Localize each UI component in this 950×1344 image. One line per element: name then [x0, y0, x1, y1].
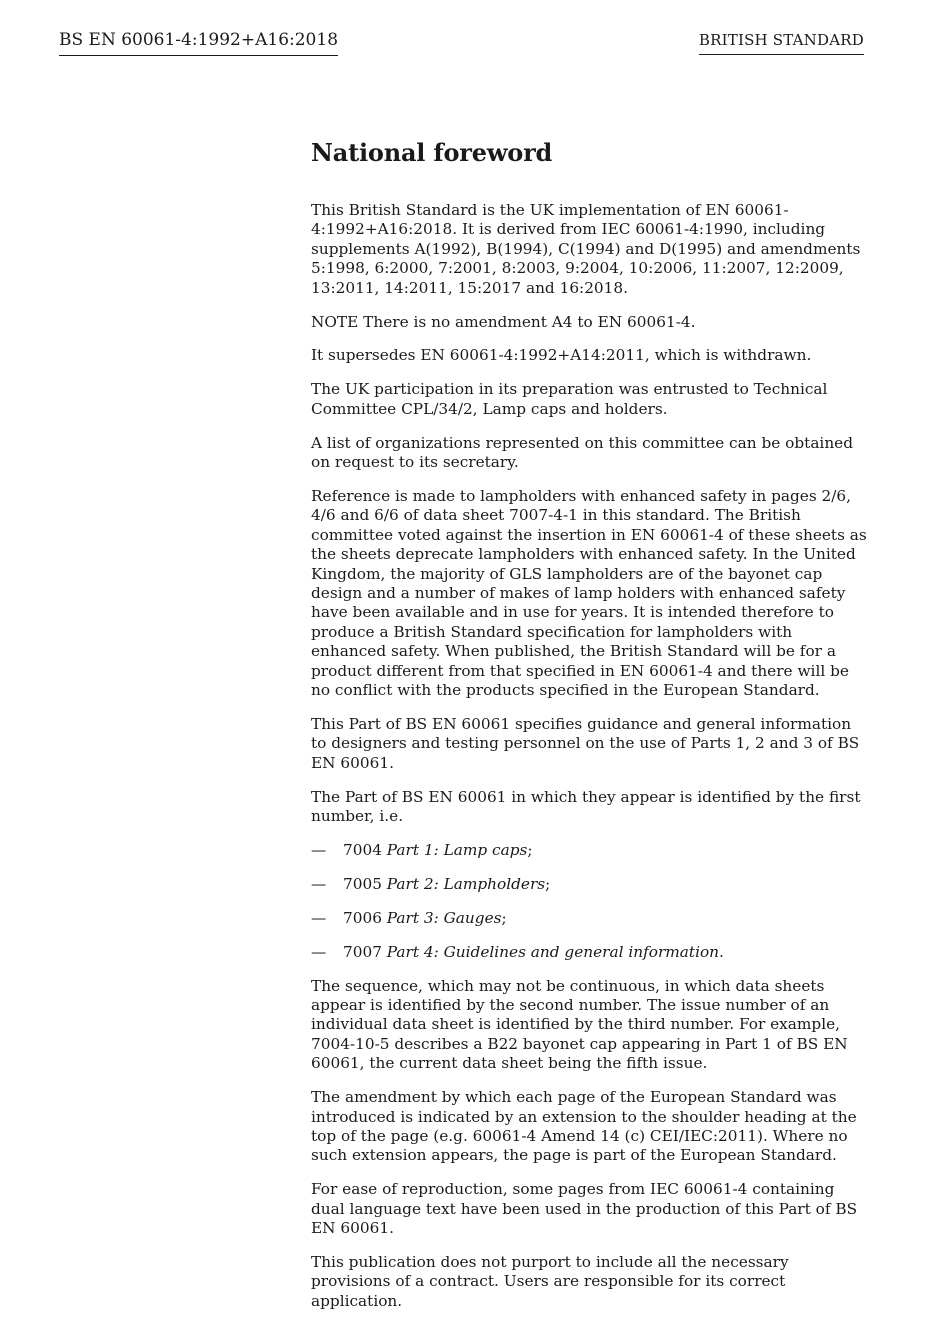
list-dash: —: [311, 942, 327, 961]
list-end: ;: [527, 840, 533, 859]
paragraph-reproduction: For ease of reproduction, some pages from IEC 60061-4 containing dual language text have been used in the production of this Part of BS EN 60061.: [311, 1180, 858, 1238]
paragraph-organizations: A list of organizations represented on this committee can be obtained on request to its secretary.: [311, 433, 854, 472]
list-item: [311, 841, 867, 860]
foreword-body: [311, 138, 867, 1326]
paragraph-part-scope: This Part of BS EN 60061 specifies guidance and general information to designers and testing personnel on the use of Parts 1, 2 and 3 of BS EN 60061.: [311, 714, 860, 772]
list-dash: —: [311, 874, 327, 893]
list-dash: —: [311, 908, 327, 927]
list-item: [311, 875, 867, 894]
list-item: [311, 909, 867, 928]
list-text: [343, 943, 724, 962]
header-series-label: BRITISH STANDARD: [699, 31, 864, 55]
page-title: National foreword: [311, 138, 553, 167]
paragraph-supersedes: It supersedes EN 60061-4:1992+A14:2011, which is withdrawn.: [311, 346, 812, 365]
list-code: 7004: [343, 840, 387, 859]
paragraph-enhanced-safety: Reference is made to lampholders with enhanced safety in pages 2/6, 4/6 and 6/6 of data sheet 7007-4-1 in this standard. The British committee voted against the insertion in EN 60061-4 of these sheets as the sheets deprecate lampholders with enhanced safety. In the United Kingdom, the majority of GLS lampholders are of the bayonet cap design and a number of makes of lamp holders with enhanced safety have been available and in use for years. It is intended therefore to produce a British Standard specification for lampholders with enhanced safety. When published, the British Standard will be for a product different from that specified in EN 60061-4 and there will be no conflict with the products specified in the European Standard.: [311, 486, 867, 700]
list-dash: —: [311, 840, 327, 859]
list-part-title: Part 4: Guidelines and general information: [386, 942, 720, 961]
list-part-title: Part 1: Lamp caps: [386, 840, 528, 859]
list-text: [343, 909, 507, 928]
paragraph-note: NOTE There is no amendment A4 to EN 60061-4.: [311, 312, 696, 331]
paragraph-sequence: The sequence, which may not be continuous, in which data sheets appear is identified by the second number. The issue number of an individual data sheet is identified by the third number. For example, 7004-10-5 describes a B22 bayonet cap appearing in Part 1 of BS EN 60061, the current data sheet being the fifth issue.: [311, 976, 848, 1073]
list-code: 7006: [343, 908, 387, 927]
paragraph-implementation: This British Standard is the UK implementation of EN 60061-4:1992+A16:2018. It is derived from IEC 60061-4:1990, including supplements A(1992), B(1994), C(1994) and D(1995) and amendments 5:1998, 6:2000, 7:2001, 8:2003, 9:2004, 10:2006, 11:2007, 12:2009, 13:2011, 14:2011, 15:2017 and 16:2018.: [311, 201, 861, 297]
header-document-id: BS EN 60061-4:1992+A16:2018: [59, 30, 338, 56]
paragraph-participation: The UK participation in its preparation was entrusted to Technical Committee CPL/34/2, Lamp caps and holders.: [311, 380, 828, 418]
list-part-title: Part 3: Gauges: [386, 908, 502, 927]
list-end: .: [719, 942, 724, 961]
list-item: [311, 943, 867, 962]
paragraph-part-numbering: The Part of BS EN 60061 in which they appear is identified by the first number, i.e.: [311, 787, 861, 826]
list-code: 7005: [343, 874, 387, 893]
paragraph-amendment-indicator: The amendment by which each page of the European Standard was introduced is indicated by an extension to the shoulder heading at the top of the page (e.g. 60061-4 Amend 14 (c) CEI/IEC:2011). Where no such extension appears, the page is part of the European Standard.: [311, 1088, 857, 1165]
list-code: 7007: [343, 942, 387, 961]
list-end: ;: [545, 874, 551, 893]
list-text: [343, 875, 550, 894]
list-text: [343, 841, 533, 860]
paragraph-disclaimer: This publication does not purport to include all the necessary provisions of a contract. Users are responsible for its correct application.: [311, 1252, 789, 1310]
list-part-title: Part 2: Lampholders: [386, 874, 546, 893]
list-end: ;: [501, 908, 507, 927]
